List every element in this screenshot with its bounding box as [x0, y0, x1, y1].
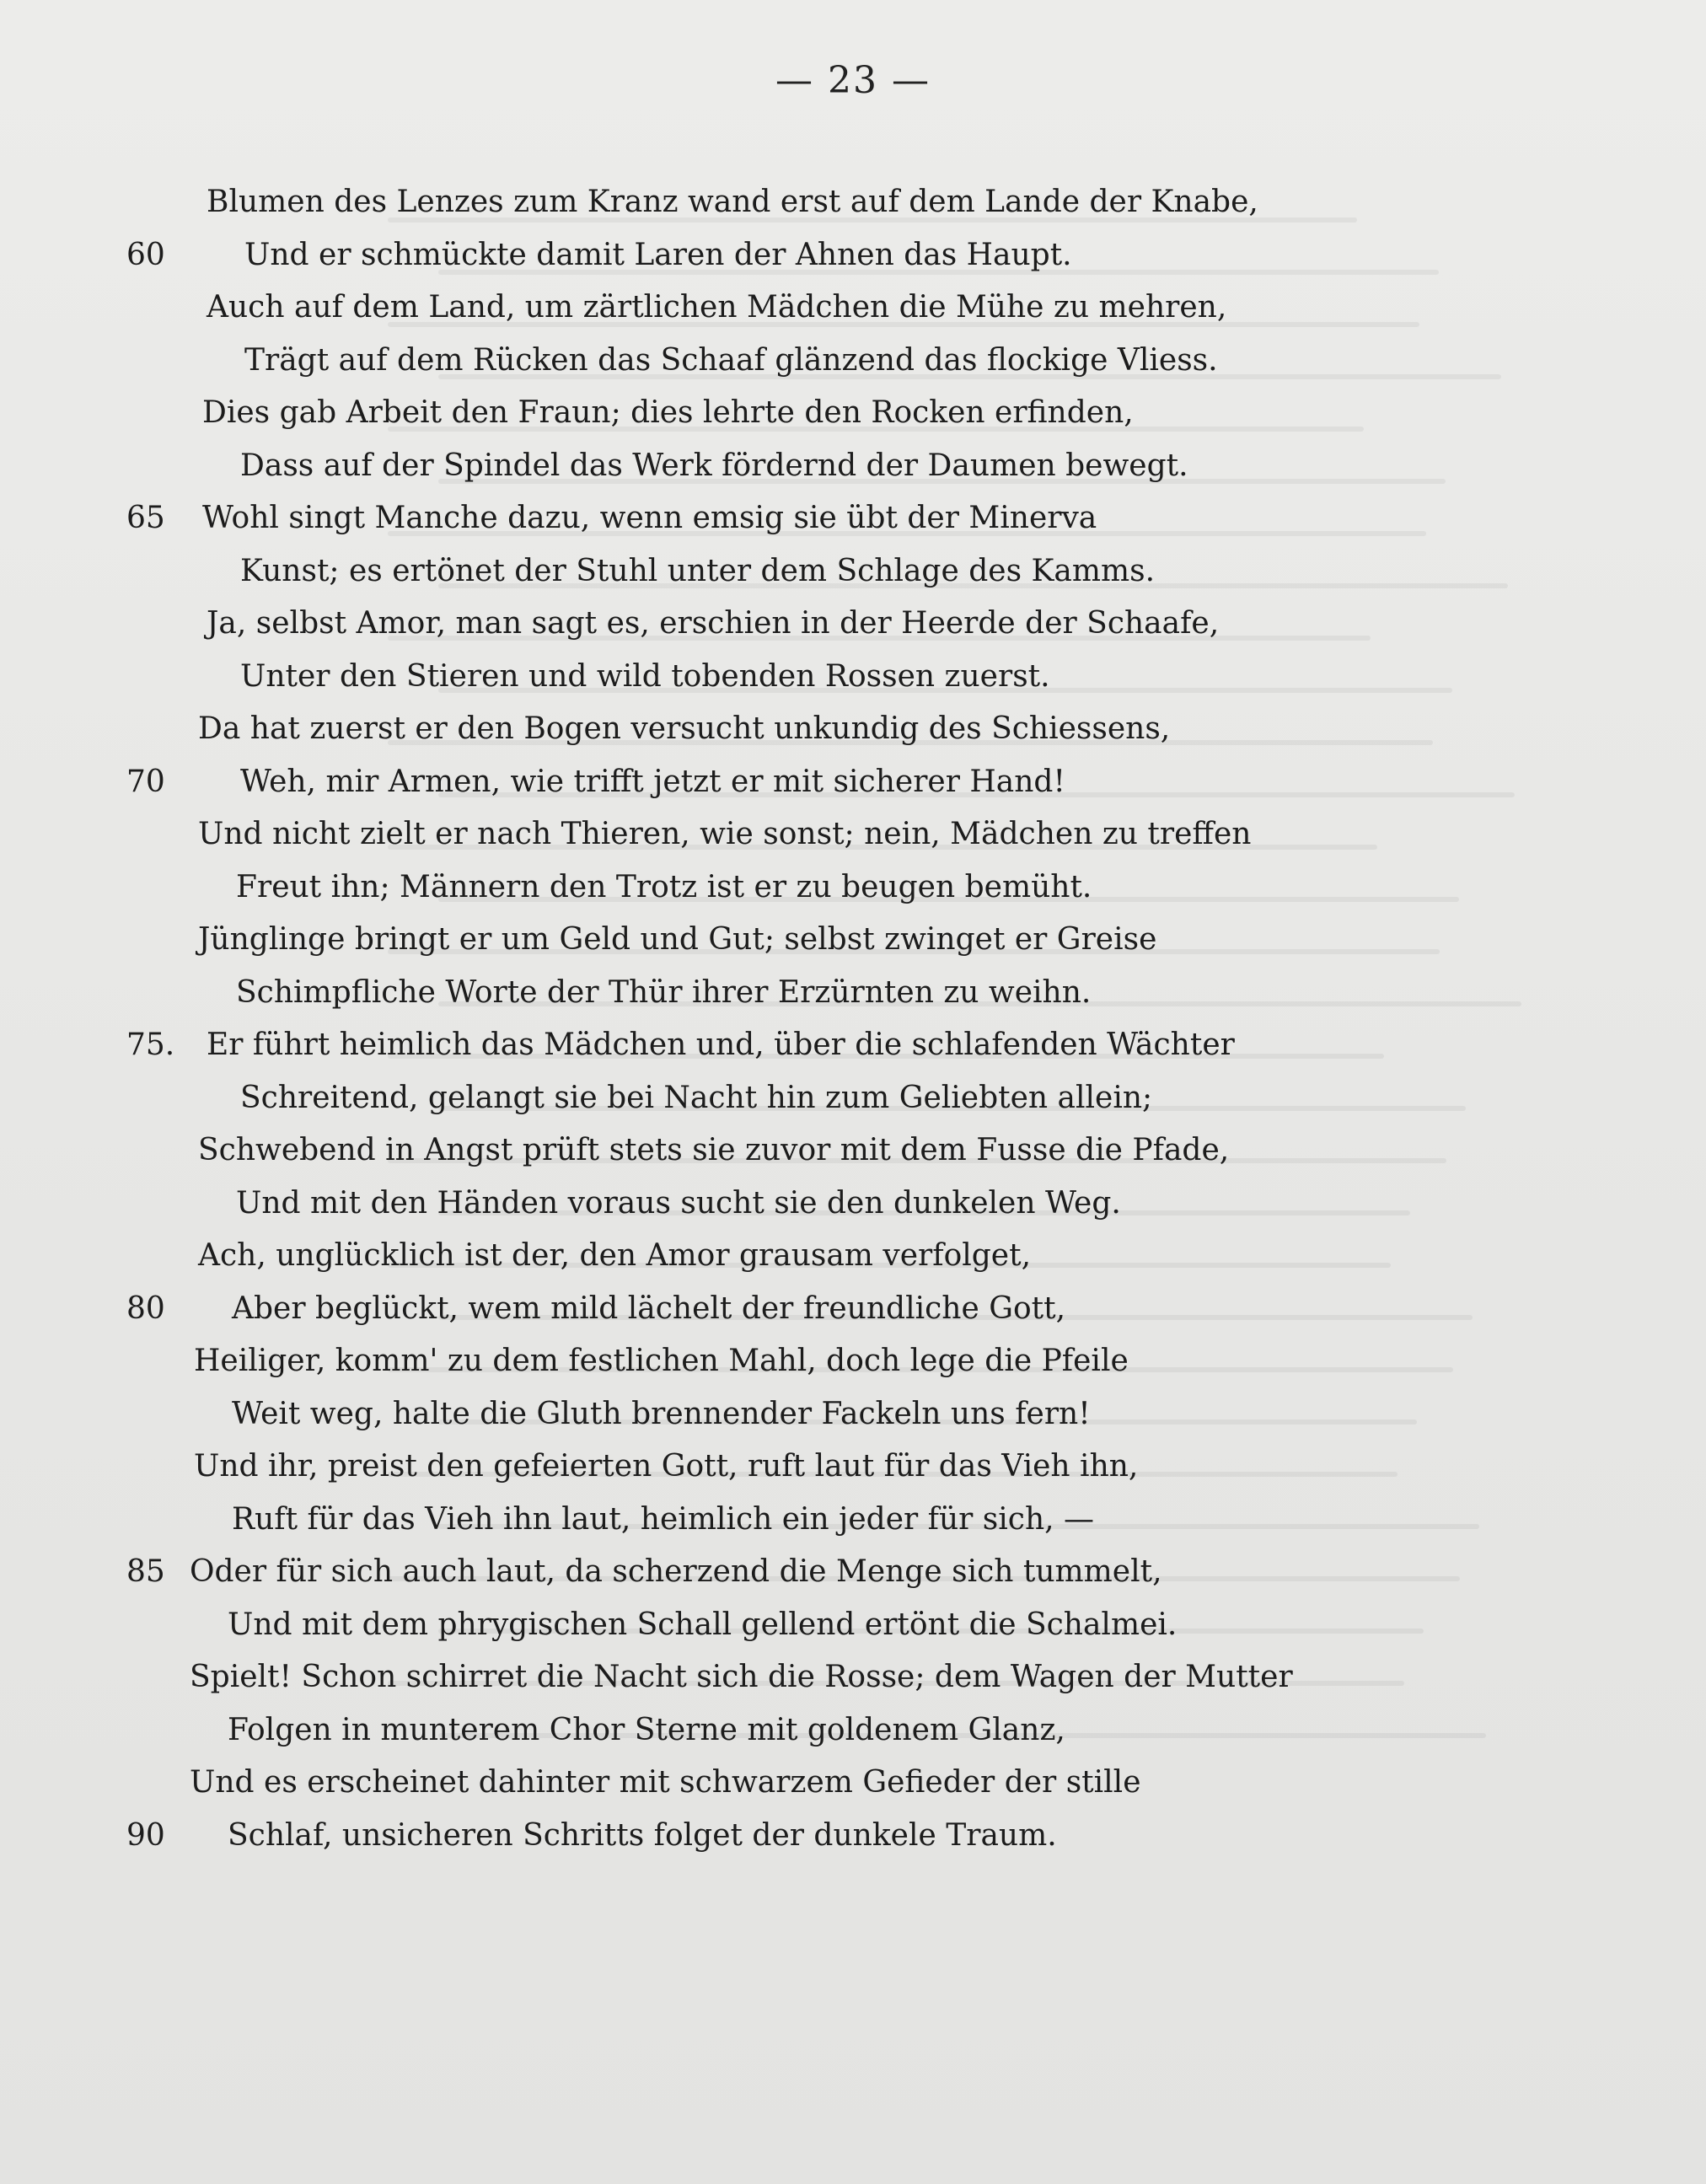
page-number: — 23 — — [775, 59, 931, 102]
verse-number: 60 — [126, 238, 165, 272]
verse-line: Ach, unglücklich ist der, den Amor grausam verfolget, — [198, 1238, 1032, 1273]
verse-line: Und nicht zielt er nach Thieren, wie sonst; nein, Mädchen zu treffen — [198, 817, 1252, 851]
verse-line: Oder für sich auch laut, da scherzend die Menge sich tummelt, — [190, 1554, 1162, 1589]
verse-line: Dass auf der Spindel das Werk fördernd der Daumen bewegt. — [240, 448, 1188, 483]
verse-line: Jünglinge bringt er um Geld und Gut; selbst zwinget er Greise — [198, 922, 1157, 957]
verse-number: 75. — [126, 1028, 175, 1062]
verse-line: Ja, selbst Amor, man sagt es, erschien in der Heerde der Schaafe, — [207, 606, 1220, 641]
verse-line: Schlaf, unsicheren Schritts folget der dunkele Traum. — [228, 1818, 1057, 1853]
verse-line: Er führt heimlich das Mädchen und, über die schlafenden Wächter — [207, 1028, 1235, 1062]
verse-line: Spielt! Schon schirret die Nacht sich die Rosse; dem Wagen der Mutter — [190, 1660, 1293, 1694]
verse-number: 85 — [126, 1554, 165, 1589]
verse-line: Schreitend, gelangt sie bei Nacht hin zum Geliebten allein; — [240, 1081, 1153, 1115]
verse-line: Ruft für das Vieh ihn laut, heimlich ein jeder für sich, — — [232, 1502, 1095, 1537]
verse-number: 80 — [126, 1291, 165, 1326]
verse-line: Kunst; es ertönet der Stuhl unter dem Schlage des Kamms. — [240, 554, 1156, 588]
verse-line: Weh, mir Armen, wie trifft jetzt er mit sicherer Hand! — [240, 765, 1065, 799]
verse-number: 90 — [126, 1818, 165, 1853]
verse-line: Weit weg, halte die Gluth brennender Fackeln uns fern! — [232, 1397, 1091, 1431]
verse-line: Blumen des Lenzes zum Kranz wand erst auf dem Lande der Knabe, — [207, 185, 1258, 219]
verse-line: Aber beglückt, wem mild lächelt der freundliche Gott, — [232, 1291, 1066, 1326]
verse-number: 65 — [126, 501, 165, 535]
verse-line: Dies gab Arbeit den Fraun; dies lehrte den Rocken erfinden, — [202, 395, 1134, 430]
verse-line: Trägt auf dem Rücken das Schaaf glänzend das flockige Vliess. — [244, 343, 1218, 378]
verse-line: Schwebend in Angst prüft stets sie zuvor mit dem Fusse die Pfade, — [198, 1133, 1230, 1167]
verse-line: Und ihr, preist den gefeierten Gott, ruft laut für das Vieh ihn, — [194, 1449, 1139, 1484]
verse-line: Und er schmückte damit Laren der Ahnen das Haupt. — [244, 238, 1072, 272]
verse-line: Freut ihn; Männern den Trotz ist er zu beugen bemüht. — [236, 870, 1092, 904]
verse-line: Und mit dem phrygischen Schall gellend ertönt die Schalmei. — [228, 1607, 1178, 1642]
verse-line: Wohl singt Manche dazu, wenn emsig sie übt der Minerva — [202, 501, 1097, 535]
verse-line: Und es erscheinet dahinter mit schwarzem Gefieder der stille — [190, 1765, 1141, 1800]
verse-line: Auch auf dem Land, um zärtlichen Mädchen die Mühe zu mehren, — [207, 290, 1227, 325]
verse-line: Schimpfliche Worte der Thür ihrer Erzürnten zu weihn. — [236, 975, 1092, 1010]
verse-line: Und mit den Händen voraus sucht sie den dunkelen Weg. — [236, 1186, 1121, 1221]
verse-number: 70 — [126, 765, 165, 799]
verse-line: Unter den Stieren und wild tobenden Rossen zuerst. — [240, 659, 1050, 694]
verse-line: Folgen in munterem Chor Sterne mit goldenem Glanz, — [228, 1713, 1065, 1747]
verse-line: Da hat zuerst er den Bogen versucht unkundig des Schiessens, — [198, 711, 1171, 746]
verse-line: Heiliger, komm' zu dem festlichen Mahl, doch lege die Pfeile — [194, 1344, 1129, 1378]
